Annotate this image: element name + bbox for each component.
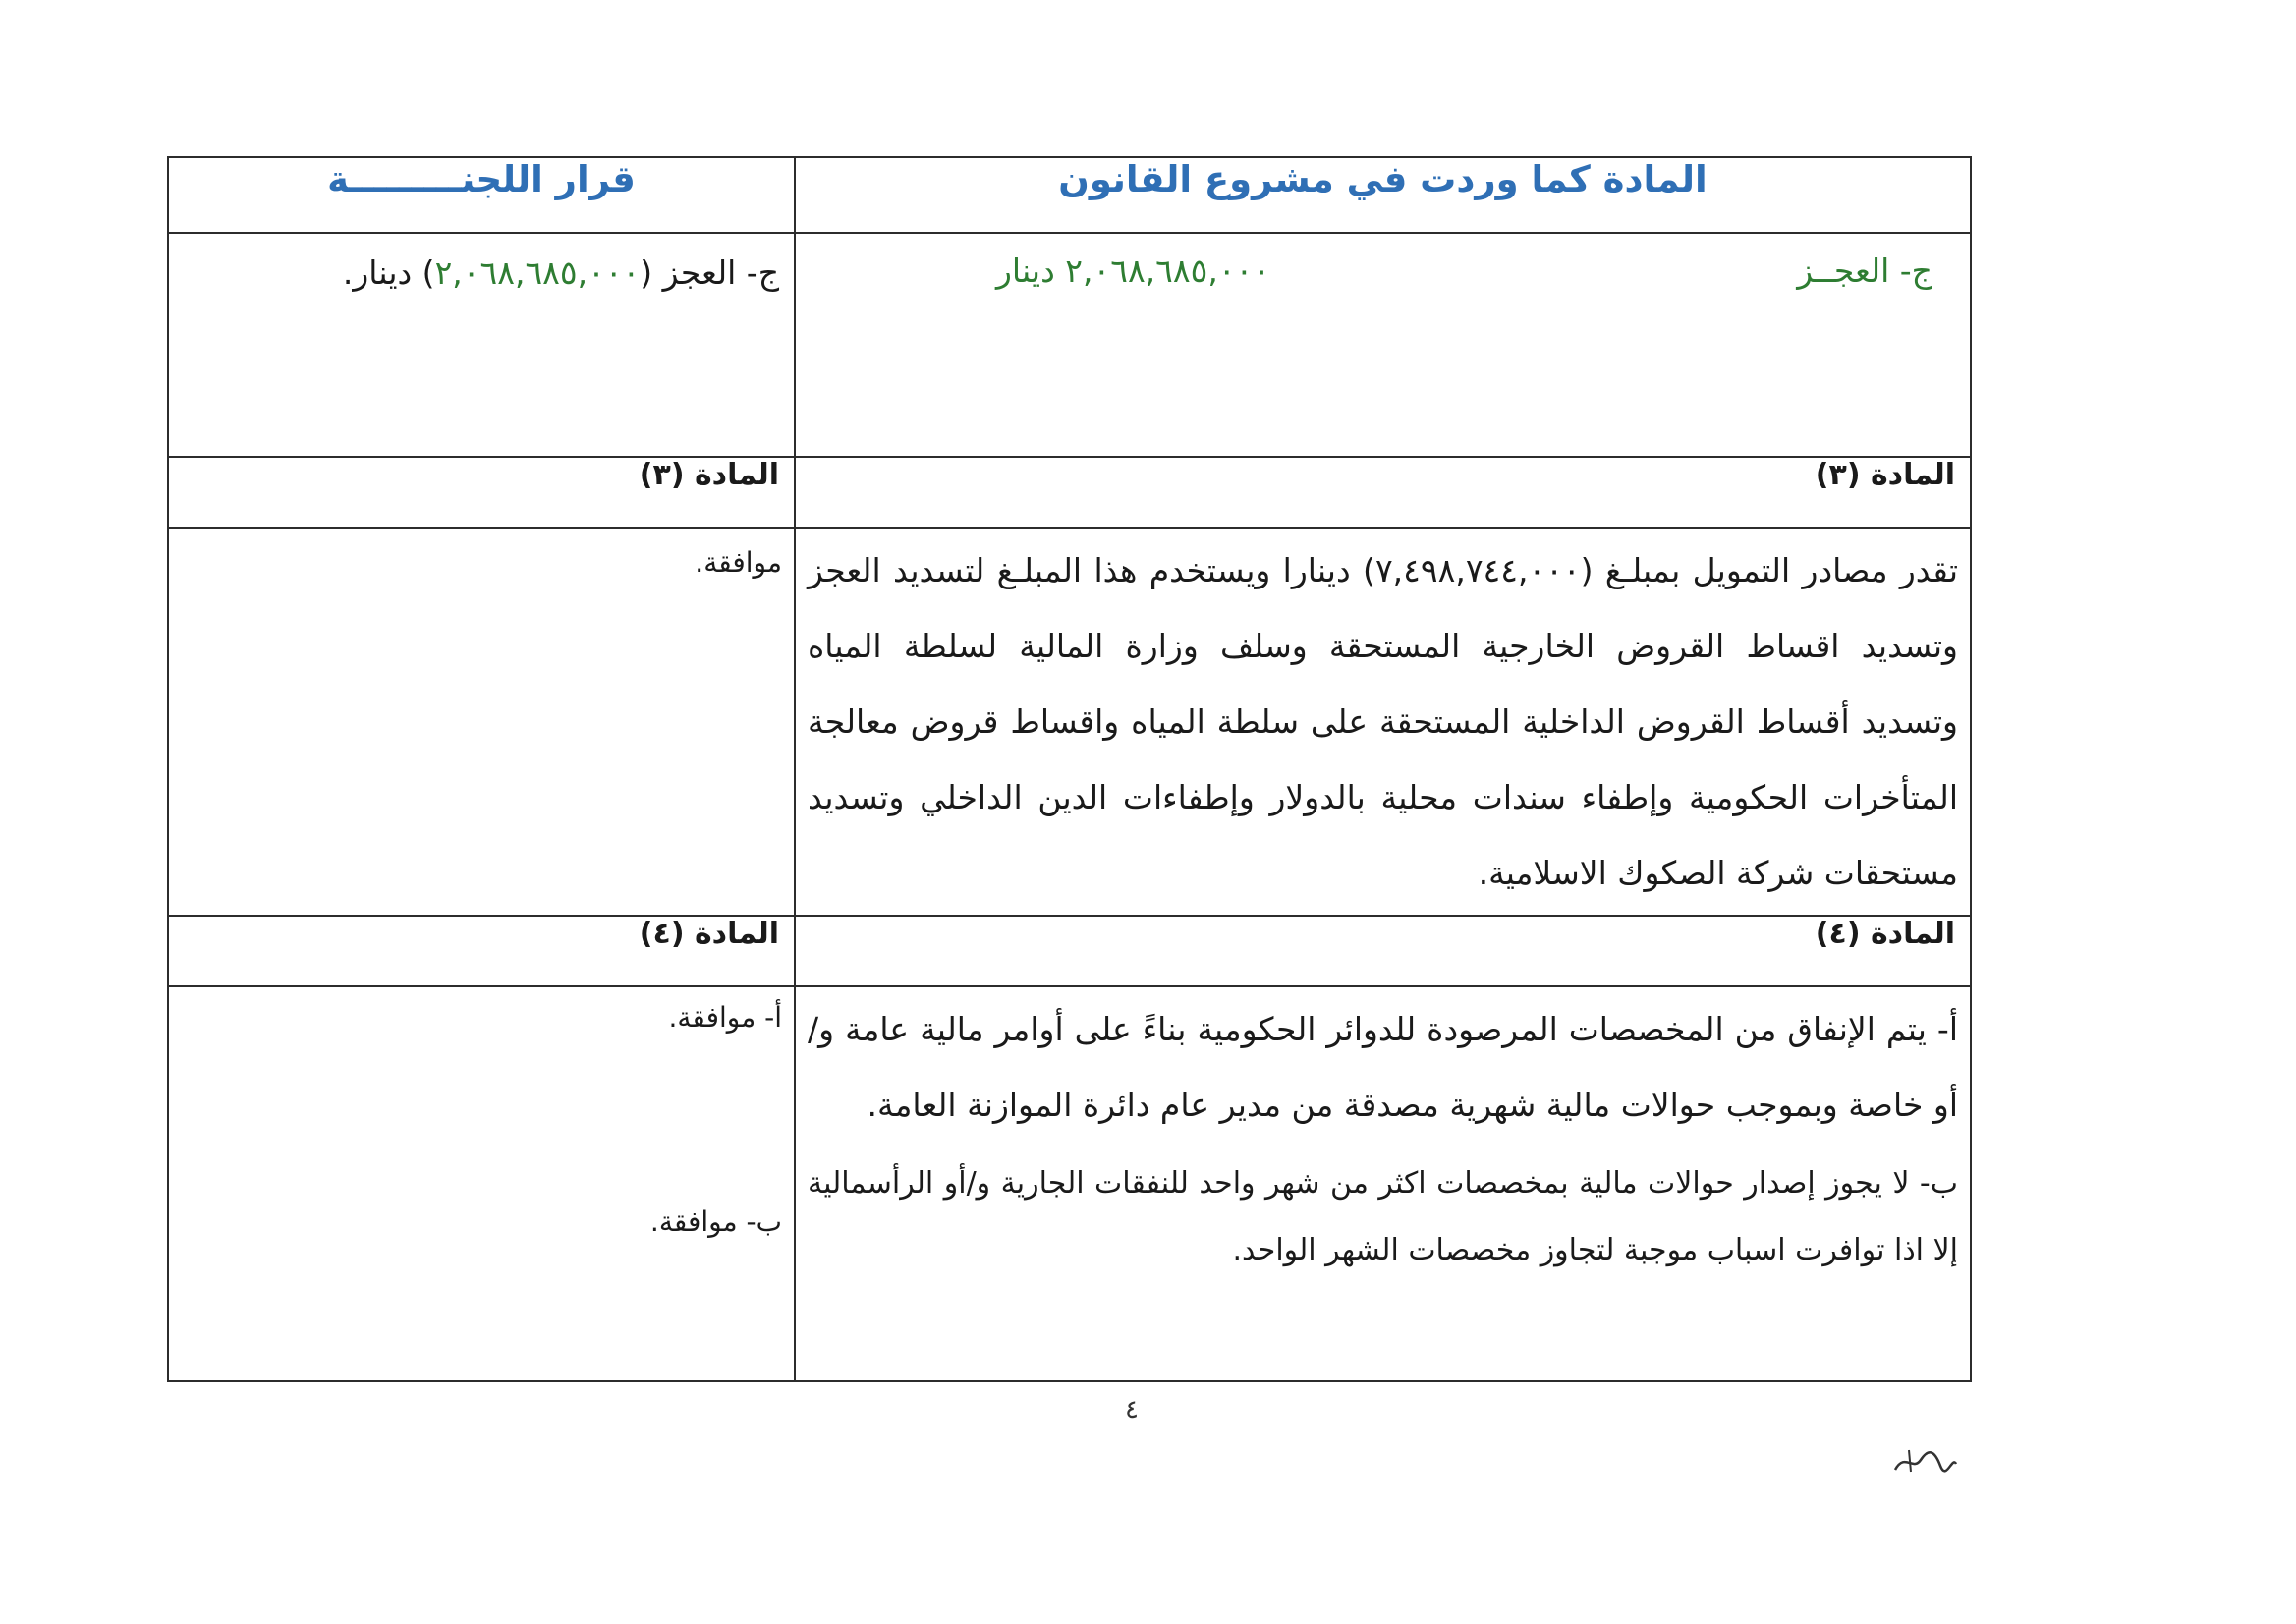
article4-law-text bbox=[795, 986, 1971, 1381]
article3-law-text: تقدر مصادر التمويل بمبلـغ (٧,٤٩٨,٧٤٤,٠٠٠) دينارا ويستخدم هذا المبلـغ لتسديد العجز وتسديد اقساط القروض الخارجية المستحقة وسلف وزارة المالية لسلطة المياه وتسديد أقساط القروض الداخلية المستحقة على سلطة المياه واقساط قروض معالجة المتأخرات الحكومية وإطفاء سندات محلية بالدولار وإطفاءات الدين الداخلي وتسديد مستحقات شركة الصكوك الاسلامية. bbox=[795, 528, 1971, 916]
deficit-cmt-suffix: ) دينار. bbox=[342, 253, 435, 292]
article3-body-row bbox=[168, 528, 1971, 916]
deficit-law-cell bbox=[795, 233, 1971, 457]
signature-mark bbox=[1891, 1442, 1960, 1482]
page-number: ٤ bbox=[1125, 1395, 1139, 1425]
article4-cmt-b: ب- موافقة. bbox=[649, 1205, 782, 1238]
article4-law-title: المادة (٤) bbox=[795, 916, 1971, 986]
article4-body-row bbox=[168, 986, 1971, 1381]
article3-law-title: المادة (٣) bbox=[795, 457, 1971, 528]
deficit-cmt-prefix: ج- العجز ( bbox=[640, 253, 779, 292]
deficit-committee-cell bbox=[168, 233, 795, 457]
table-header-row bbox=[168, 157, 1971, 233]
article4-title-row bbox=[168, 916, 1971, 986]
article4-committee-text bbox=[168, 986, 795, 1381]
article3-committee-title: المادة (٣) bbox=[168, 457, 795, 528]
article4-clause-a: أ- يتم الإنفاق من المخصصات المرصودة للدوائر الحكومية بناءً على أوامر مالية عامة و/أو خاصة وبموجب حوالات مالية شهرية مصدقة من مدير عام دائرة الموازنة العامة. bbox=[808, 1010, 1958, 1124]
article3-title-row bbox=[168, 457, 1971, 528]
deficit-cmt-amount: ٢,٠٦٨,٦٨٥,٠٠٠ bbox=[434, 253, 641, 292]
header-committee-decision: قرار اللجنـــــــــة bbox=[168, 157, 795, 233]
deficit-row bbox=[168, 233, 1971, 457]
article4-committee-title: المادة (٤) bbox=[168, 916, 795, 986]
deficit-amount: ٢,٠٦٨,٦٨٥,٠٠٠ دينار bbox=[995, 252, 1270, 290]
deficit-label: ج- العجــز bbox=[1797, 252, 1932, 290]
article4-clause-b: ب- لا يجوز إصدار حوالات مالية بمخصصات اكثر من شهر واحد للنفقات الجارية و/أو الرأسمالية إلا اذا توافرت اسباب موجبة لتجاوز مخصصات الشهر الواحد. bbox=[808, 1166, 1958, 1267]
article3-committee-text: موافقة. bbox=[168, 528, 795, 916]
header-law-article: المادة كما وردت في مشروع القانون bbox=[795, 157, 1971, 233]
law-comparison-table bbox=[167, 156, 1972, 1382]
article4-cmt-a: أ- موافقة. bbox=[668, 1001, 782, 1034]
